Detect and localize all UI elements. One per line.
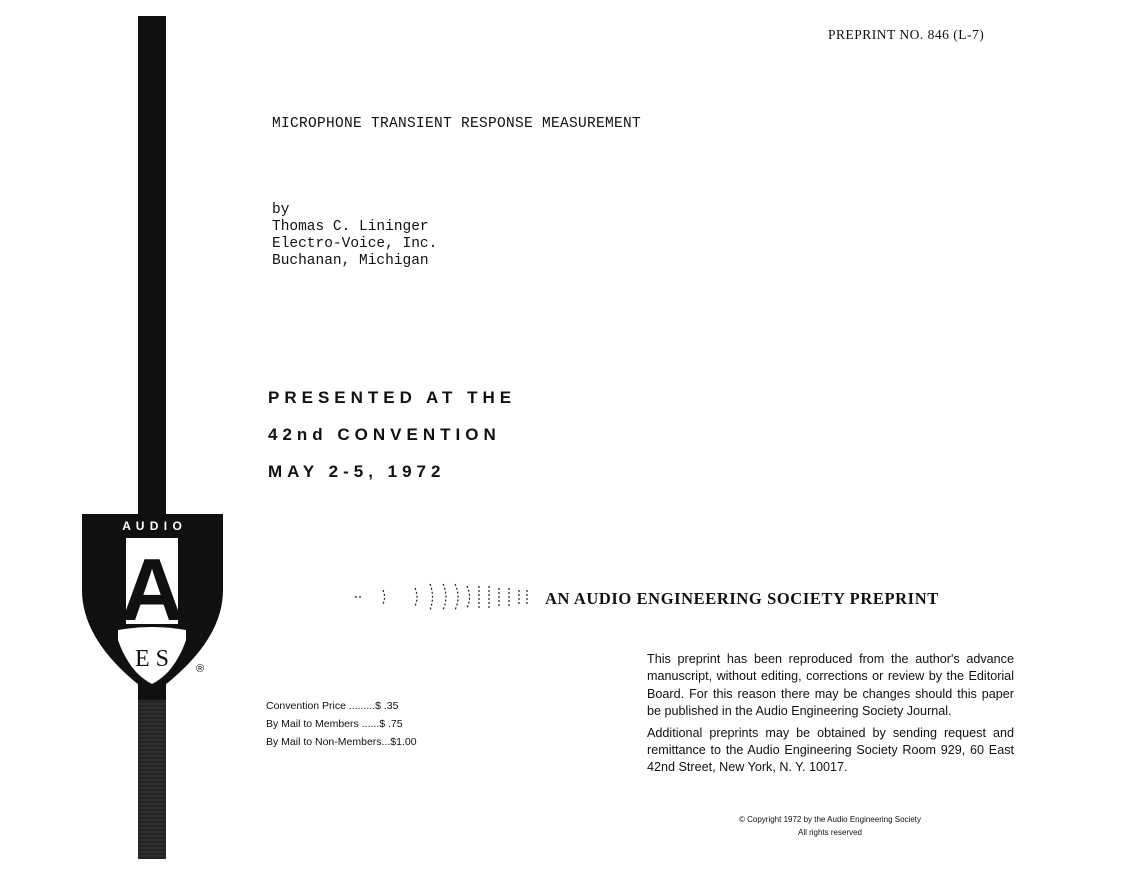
price-members: By Mail to Members ......$ .75 <box>266 718 403 730</box>
paper-title: MICROPHONE TRANSIENT RESPONSE MEASUREMENT <box>272 116 642 132</box>
price-convention: Convention Price .........$ .35 <box>266 700 399 712</box>
presented-line-2: 42nd CONVENTION <box>268 425 501 444</box>
sound-wave-icon <box>355 580 535 614</box>
author-affiliation: Electro-Voice, Inc. <box>272 236 438 252</box>
price-non-members: By Mail to Non-Members...$1.00 <box>266 736 417 748</box>
notice-paragraph-2: Additional preprints may be obtained by sending request and remittance to the Audio Engineering Society Room 929, 60 East 42nd Street, New York, N. Y. 10017. <box>647 725 1014 775</box>
byline-by: by <box>272 202 290 218</box>
aes-preprint-banner: AN AUDIO ENGINEERING SOCIETY PREPRINT <box>545 589 939 608</box>
author-name: Thomas C. Lininger <box>272 219 429 235</box>
registered-mark: ® <box>196 663 205 675</box>
logo-bottom-text: E S <box>134 646 170 672</box>
preprint-number: PREPRINT NO. 846 (L-7) <box>828 27 985 42</box>
rights-line: All rights reserved <box>797 828 863 837</box>
copyright-line: © Copyright 1972 by the Audio Engineering Society <box>738 815 921 824</box>
copyright-block <box>700 813 960 839</box>
logo-top-text: A U D I O <box>122 519 183 533</box>
presented-line-3: MAY 2-5, 1972 <box>268 462 446 481</box>
presented-line-1: PRESENTED AT THE <box>268 388 517 407</box>
preprint-notice <box>647 651 1014 781</box>
bar-grain-texture <box>138 700 166 859</box>
logo-big-letter: A <box>120 540 184 639</box>
notice-paragraph-1: This preprint has been reproduced from the author's advance manuscript, without editing, corrections or review by the Editorial Board. For this reason there may be changes should this paper be published in the Audio Engineering Society Journal. <box>647 652 1014 719</box>
author-location: Buchanan, Michigan <box>272 253 429 269</box>
